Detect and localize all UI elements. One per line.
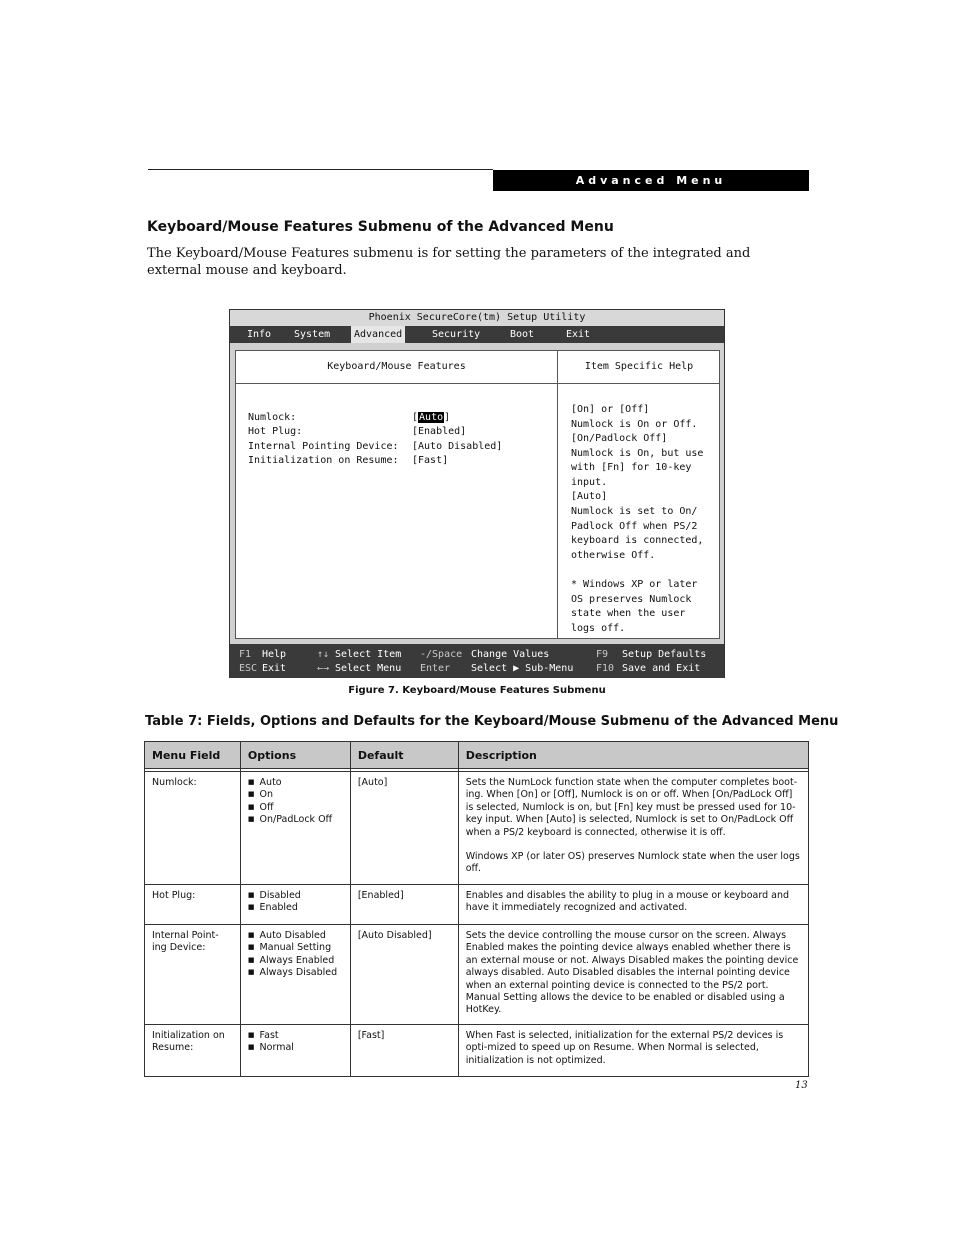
option-item: ■ Disabled [248,890,343,902]
bios-menu-info[interactable]: Info [247,329,272,340]
page-number: 13 [795,1080,808,1091]
cell-description: Enables and disables the ability to plug in a mouse or keyboard and have it immediately recognized and activated. [458,885,808,925]
help-title: Item Specific Help [584,361,694,372]
section-title: Keyboard/Mouse Features Submenu of the Advanced Menu [147,219,614,235]
cell-options [240,925,350,1025]
panel-divider [557,351,558,638]
field-init-label: Initialization on Resume: [248,455,399,466]
option-item: ■ Enabled [248,902,343,914]
cell-default: [Auto Disabled] [350,925,458,1025]
help-line: input. [571,477,608,488]
bios-menu-exit[interactable]: Exit [566,329,591,340]
field-hotplug-value[interactable]: [Enabled] [412,426,467,437]
help-line: keyboard is connected, [571,535,704,546]
table-row [145,925,809,1025]
option-item: ■ Normal [248,1042,343,1054]
col-header-options: Options [240,742,350,769]
table-row [145,772,809,885]
col-header-default: Default [350,742,458,769]
panel-header-divider [236,383,719,384]
help-line: Numlock is On or Off. [571,419,698,430]
option-item: ■ On/PadLock Off [248,814,343,826]
bios-menubar [230,326,724,343]
option-item: ■ On [248,789,343,801]
help-line: logs off. [571,623,626,634]
key-f9: F9 [596,649,609,660]
bios-menu-system[interactable]: System [294,329,331,340]
help-line: state when the user [571,608,686,619]
option-item: ■ Off [248,802,343,814]
help-line: [On/Padlock Off] [571,433,668,444]
field-numlock-value[interactable]: [Auto] [412,412,451,423]
bios-body [230,343,724,644]
fields-table [144,741,809,1077]
bios-screen [229,309,725,678]
cell-field: Numlock: [145,772,241,885]
option-item: ■ Always Enabled [248,955,343,967]
cell-description: Sets the NumLock function state when the computer completes boot-ing. When [On] or [Off], Numlock is on or off. When [On/PadLock Off] is selected, Numlock is on, but [Fn] key must be pressed used for 10-key input. When [Auto] is selected, Numlock is set to On/PadLock Off when a PS/2 keyboard is connected, otherwise it is off. Windows XP (or later OS) preserves Numlock state when the user logs off. [458,772,808,885]
col-header-menu-field: Menu Field [145,742,241,769]
key-f1-desc: Help [262,649,287,660]
help-line: [On] or [Off] [571,404,650,415]
bios-menu-security[interactable]: Security [432,329,481,340]
cell-options [240,885,350,925]
field-hotplug-label: Hot Plug: [248,426,303,437]
select-menu-desc: Select Menu [335,663,402,674]
option-item: ■ Auto [248,777,343,789]
key-enter: Enter [420,663,451,674]
arrows-left-right-icon: ←→ [317,663,330,674]
cell-field: Hot Plug: [145,885,241,925]
select-item-desc: Select Item [335,649,402,660]
field-init-value[interactable]: [Fast] [412,455,449,466]
select-submenu-desc: Select ▶ Sub-Menu [471,663,574,674]
help-line: [Auto] [571,491,608,502]
bios-menu-boot[interactable]: Boot [510,329,535,340]
cell-default: [Auto] [350,772,458,885]
help-line: Numlock is On, but use [571,448,704,459]
option-item: ■ Fast [248,1030,343,1042]
setup-defaults-desc: Setup Defaults [622,649,707,660]
key-esc-desc: Exit [262,663,287,674]
help-line: OS preserves Numlock [571,594,692,605]
table-title: Table 7: Fields, Options and Defaults for the Keyboard/Mouse Submenu of the Advanced Menu [145,714,839,729]
panel-title: Keyboard/Mouse Features [327,361,466,372]
arrows-up-down-icon: ↑↓ [317,649,330,660]
bios-title: Phoenix SecureCore(tm) Setup Utility [230,310,724,326]
intro-paragraph: The Keyboard/Mouse Features submenu is for setting the parameters of the integrated and external mouse and keyboard. [147,246,751,278]
running-header: Advanced Menu [493,170,809,191]
cell-description: Sets the device controlling the mouse cursor on the screen. Always Enabled makes the pointing device always enabled whether there is an external mouse or not. Always Disabled makes the pointing device always disabled. Auto Disabled disables the internal pointing device when an external pointing device is connected to the PS/2 port. Manual Setting allows the device to be enabled or disabled using a HotKey. [458,925,808,1025]
save-exit-desc: Save and Exit [622,663,701,674]
cell-default: [Enabled] [350,885,458,925]
table-header-row [145,742,809,769]
help-line: otherwise Off. [571,550,656,561]
help-line: * Windows XP or later [571,579,698,590]
field-pointing-value[interactable]: [Auto Disabled] [412,441,503,452]
cell-options [240,1024,350,1076]
option-item: ■ Always Disabled [248,967,343,979]
cell-field: Initialization on Resume: [145,1024,241,1076]
cell-options [240,772,350,885]
bios-footer [230,644,724,678]
figure-caption: Figure 7. Keyboard/Mouse Features Submenu [348,685,606,696]
key-f1: F1 [239,649,252,660]
key-space: -/Space [420,649,463,660]
key-f10: F10 [596,663,615,674]
field-pointing-label: Internal Pointing Device: [248,441,399,452]
header-rule [148,169,493,170]
table-row [145,1024,809,1076]
help-line: Numlock is set to On/ [571,506,698,517]
help-line: Padlock Off when PS/2 [571,521,698,532]
change-values-desc: Change Values [471,649,550,660]
bios-menu-advanced[interactable]: Advanced [351,326,405,343]
bios-panel [235,350,720,639]
cell-default: [Fast] [350,1024,458,1076]
cell-description: When Fast is selected, initialization for the external PS/2 devices is opti-mized to speed up on Resume. When Normal is selected, initialization is not optimized. [458,1024,808,1076]
key-esc: ESC [239,663,258,674]
cell-field: Internal Point-ing Device: [145,925,241,1025]
table-row [145,885,809,925]
help-line: with [Fn] for 10-key [571,462,692,473]
field-numlock-highlight[interactable]: Auto [419,412,444,423]
field-numlock-label: Numlock: [248,412,297,423]
option-item: ■ Manual Setting [248,942,343,954]
option-item: ■ Auto Disabled [248,930,343,942]
col-header-description: Description [458,742,808,769]
